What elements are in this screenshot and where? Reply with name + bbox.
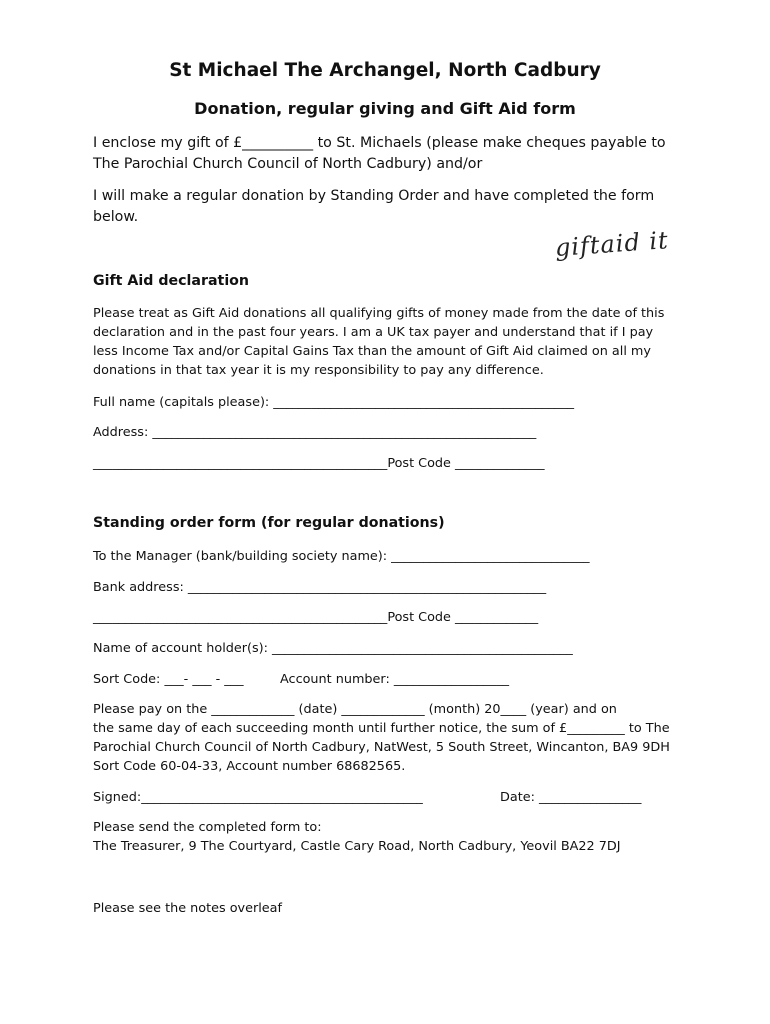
account-number-field[interactable]: Account number: __________________ [280,672,510,687]
gift-amount-line: I enclose my gift of £__________ to St. Michaels (please make cheques payable to [93,135,666,151]
payment-instruction-line: Please pay on the _____________ (date) _____________ (month) 20____ (year) and on [93,702,617,717]
form-title: St Michael The Archangel, North Cadbury [169,60,601,81]
declaration-line: declaration and in the past four years. I am a UK tax payer and understand that if I pay [93,325,654,340]
payment-instruction-line: the same day of each succeeding month until further notice, the sum of £_________ to The [93,721,670,736]
declaration-line: Please treat as Gift Aid donations all qualifying gifts of money made from the date of this [93,306,665,321]
sort-code-field[interactable]: Sort Code: ___- ___ - ___ [93,672,244,687]
bank-address-field[interactable]: Bank address: ________________________________________________________ [93,580,547,595]
signature-field[interactable]: Signed:____________________________________________ [93,790,423,805]
address-postcode-field[interactable]: ______________________________________________Post Code ______________ [93,456,545,471]
date-field[interactable]: Date: ________________ [500,790,642,805]
payment-instruction-line: Parochial Church Council of North Cadbury, NatWest, 5 South Street, Wincanton, BA9 9DH [93,740,670,755]
cheque-payable-line: The Parochial Church Council of North Cadbury) and/or [93,156,483,172]
form-subtitle: Donation, regular giving and Gift Aid form [194,99,576,118]
notes-overleaf: Please see the notes overleaf [93,901,283,916]
full-name-field[interactable]: Full name (capitals please): _______________________________________________ [93,395,575,410]
standing-order-heading: Standing order form (for regular donations) [93,515,445,531]
regular-donation-line: I will make a regular donation by Standing Order and have completed the form [93,188,655,204]
bank-manager-field[interactable]: To the Manager (bank/building society name): _______________________________ [93,549,590,564]
giftaid-logo: giftaid it [554,226,670,262]
treasurer-address: The Treasurer, 9 The Courtyard, Castle Cary Road, North Cadbury, Yeovil BA22 7DJ [93,839,621,854]
send-instruction: Please send the completed form to: [93,820,322,835]
address-field[interactable]: Address: ____________________________________________________________ [93,425,537,440]
account-holder-field[interactable]: Name of account holder(s): _______________________________________________ [93,641,573,656]
regular-donation-line-2: below. [93,209,139,225]
gift-aid-heading: Gift Aid declaration [93,273,250,289]
payment-instruction-line: Sort Code 60-04-33, Account number 68682565. [93,759,406,774]
declaration-line: less Income Tax and/or Capital Gains Tax than the amount of Gift Aid claimed on all my [93,344,651,359]
declaration-line: donations in that tax year it is my responsibility to pay any difference. [93,363,544,378]
bank-postcode-field[interactable]: ______________________________________________Post Code _____________ [93,610,539,625]
